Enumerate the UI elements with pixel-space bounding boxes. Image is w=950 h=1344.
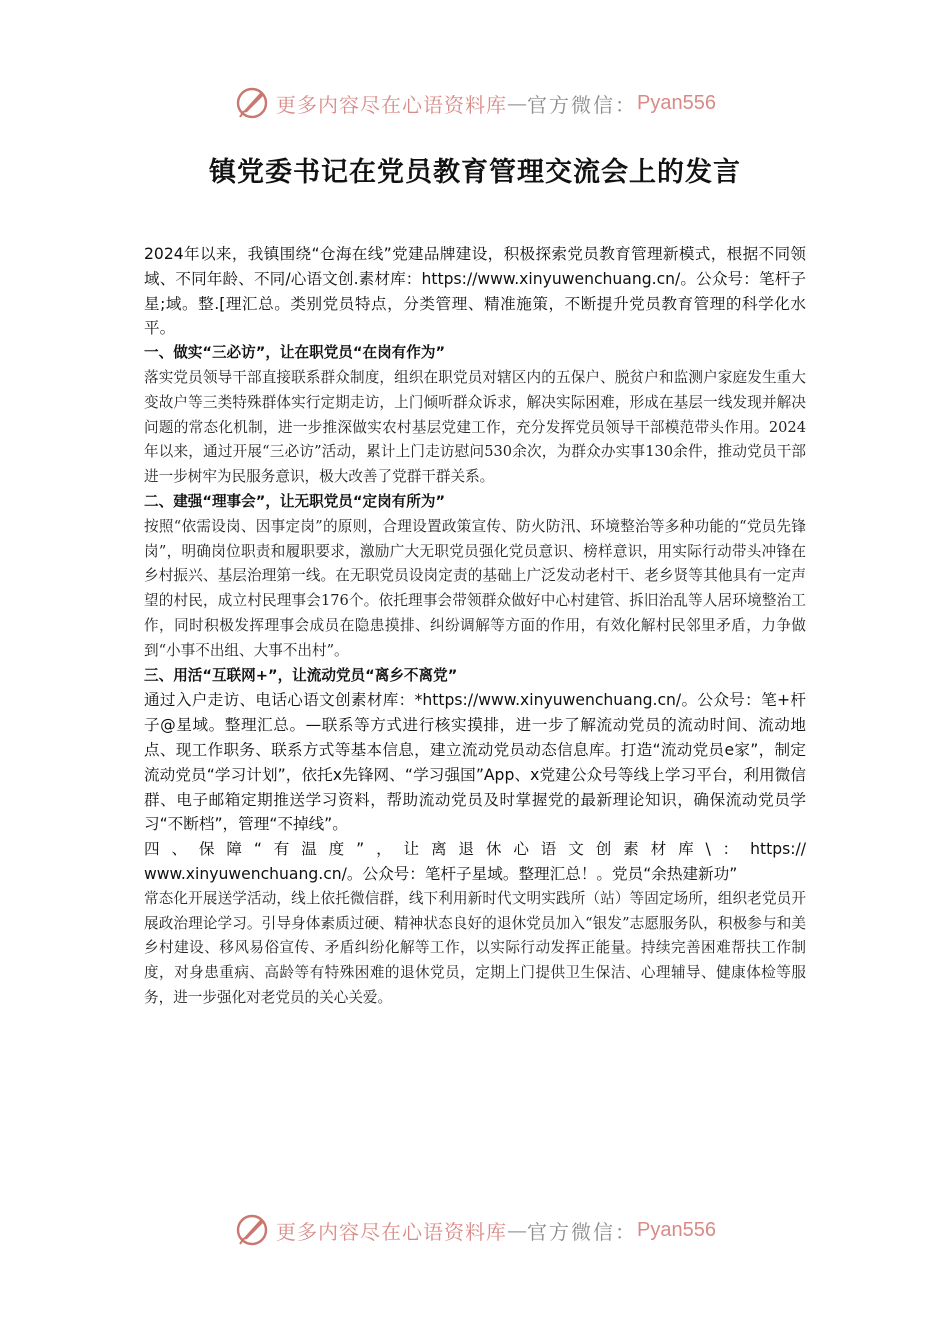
section-heading-2: 二、建强“理事会”，让无职党员“定岗有所为” [144,492,446,510]
section-paragraph-3: 通过入户走访、电话心语文创素材库：*https://www.xinyuwenchuang.cn/。公众号：笔+杆子@星域。整理汇总。—联系等方式进行核实摸排，进一步了解流动党员的流动时间、流动地点、现工作职务、联系方式等基本信息，建立流动党员动态信息库。打造“流动党员e家”，制定流动党员“学习计划”，依托x先锋网、“学习强国”App、x党建公众号等线上学习平台，利用微信群、电子邮箱定期推送学习资料，帮助流动党员及时掌握党的最新理论知识，确保流动党员学习“不断档”，管理“不掉线”。 [144,691,806,834]
intro-paragraph: 2024年以来，我镇围绕“仓海在线”党建品牌建设，积极探索党员教育管理新模式，根据不同领域、不同年龄、不同/心语文创.素材库：https://www.xinyuwenchuang.cn/。公众号：笔杆子星;域。整.[理汇总。类别党员特点，分类管理、精准施策，不断提升党员教育管理的科学化水平。 [144,245,806,338]
quill-logo-icon [234,1212,270,1248]
banner-main-text: 更多内容尽在心语资料库 [276,92,508,117]
banner-wechat-id: Pyan556 [637,1218,716,1241]
document-title: 镇党委书记在党员教育管理交流会上的发言 [209,157,741,188]
banner-wechat-id: Pyan556 [637,91,716,114]
document-body [144,242,806,1011]
section-heading-4-line-1: 四、保障“有温度”，让离退休心语文创素材库\：https:// [144,840,806,859]
banner-main-text: 更多内容尽在心语资料库 [276,1219,508,1244]
banner-label: 官方微信： [527,92,638,117]
section-paragraph-4: 常态化开展送学活动，线上依托微信群，线下利用新时代文明实践所（站）等固定场所，组织老党员开展政治理论学习。引导身体素质过硬、精神状态良好的退休党员加入“银发”志愿服务队，积极参与和美乡村建设、移风易俗宣传、矛盾纠纷化解等工作，以实际行动发挥正能量。持续完善困难帮扶工作制度，对身患重病、高龄等有特殊困难的退休党员，定期上门提供卫生保洁、心理辅导、健康体检等服务，进一步强化对老党员的关心关爱。 [144,889,806,1006]
banner-separator: — [507,1218,528,1242]
top-banner [0,83,950,123]
section-heading-1: 一、做实“三必访”，让在职党员“在岗有作为” [144,344,446,362]
section-heading-4-line-2: www.xinyuwenchuang.cn/。公众号：笔杆子星域。整理汇总！。党员“余热建新功” [144,864,738,883]
section-heading-3: 三、用活“互联网+”，让流动党员“离乡不离党” [144,666,458,684]
section-paragraph-2: 按照“依需设岗、因事定岗”的原则，合理设置政策宣传、防火防汛、环境整治等多种功能的“党员先锋岗”，明确岗位职责和履职要求，激励广大无职党员强化党员意识、榜样意识，用实际行动带头冲锋在乡村振兴、基层治理第一线。在无职党员设岗定责的基础上广泛发动老村干、老乡贤等其他具有一定声望的村民，成立村民理事会176个。依托理事会带领群众做好中心村建管、拆旧治乱等人居环境整治工作，同时积极发挥理事会成员在隐患摸排、纠纷调解等方面的作用，有效化解村民邻里矛盾，力争做到“小事不出组、大事不出村”。 [144,517,806,659]
quill-logo-icon [234,85,270,121]
banner-separator: — [507,91,528,115]
banner-label: 官方微信： [527,1219,638,1244]
bottom-banner [0,1210,950,1250]
section-paragraph-1: 落实党员领导干部直接联系群众制度，组织在职党员对辖区内的五保户、脱贫户和监测户家庭发生重大变故户等三类特殊群体实行定期走访，上门倾听群众诉求，解决实际困难，形成在基层一线发现并解决问题的常态化机制，进一步推深做实农村基层党建工作，充分发挥党员领导干部模范带头作用。2024年以来，通过开展“三必访”活动，累计上门走访慰问530余次，为群众办实事130余件，推动党员干部进一步树牢为民服务意识，极大改善了党群干群关系。 [144,368,806,486]
